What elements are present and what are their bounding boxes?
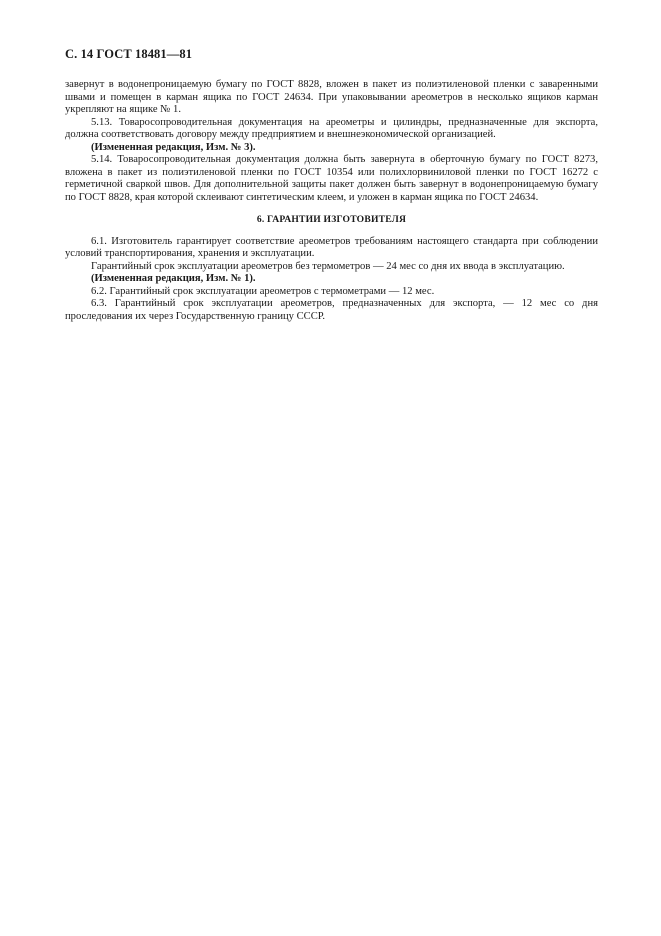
clause-6-2: 6.2. Гарантийный срок эксплуатации ареометров с термометрами — 12 мес. — [91, 285, 435, 297]
amendment-note-3: (Измененная редакция, Изм. № 3). — [91, 141, 256, 153]
warranty-period-paragraph: Гарантийный срок эксплуатации ареометров без термометров — 24 мес со дня их ввода в эксплуатацию. — [91, 260, 565, 272]
page-header: С. 14 ГОСТ 18481—81 — [65, 47, 193, 61]
clause-6-1: 6.1. Изготовитель гарантирует соответствие ареометров требованиям настоящего стандарта при соблюдении условий транспортирования, хранения и эксплуатации. — [65, 235, 598, 259]
clause-6-3: 6.3. Гарантийный срок эксплуатации ареометров, предназначенных для экспорта, — 12 мес со дня проследования их через Государственную границу СССР. — [65, 298, 598, 322]
clause-5-13: 5.13. Товаросопроводительная документация на ареометры и цилиндры, предназначенные для экспорта, должна соответствовать договору между предприятием и внешнеэкономической организацией. — [65, 116, 598, 140]
section-title-6: 6. ГАРАНТИИ ИЗГОТОВИТЕЛЯ — [256, 214, 407, 225]
paragraph-continuation: завернут в водонепроницаемую бумагу по ГОСТ 8828, вложен в пакет из полиэтиленовой пленки с заваренными швами и помещен в карман ящика по ГОСТ 24634. При упаковывании ареометров в несколько ящиков карман укрепляют на ящике № 1. — [65, 79, 598, 115]
clause-5-14: 5.14. Товаросопроводительная документация должна быть завернута в оберточную бумагу по ГОСТ 8273, вложена в пакет из полиэтиленовой пленки по ГОСТ 10354 или полихлорвиниловой пленки по ГОСТ 16272 с герметичной сваркой швов. Для дополнительной защиты пакет должен быть завернут в водонепроницаемую бумагу по ГОСТ 8828, края которой склеивают синтетическим клеем, и уложен в карман ящика по ГОСТ 24634. — [65, 154, 598, 203]
document-body — [65, 79, 598, 323]
amendment-note-1: (Измененная редакция, Изм. № 1). — [91, 273, 256, 284]
